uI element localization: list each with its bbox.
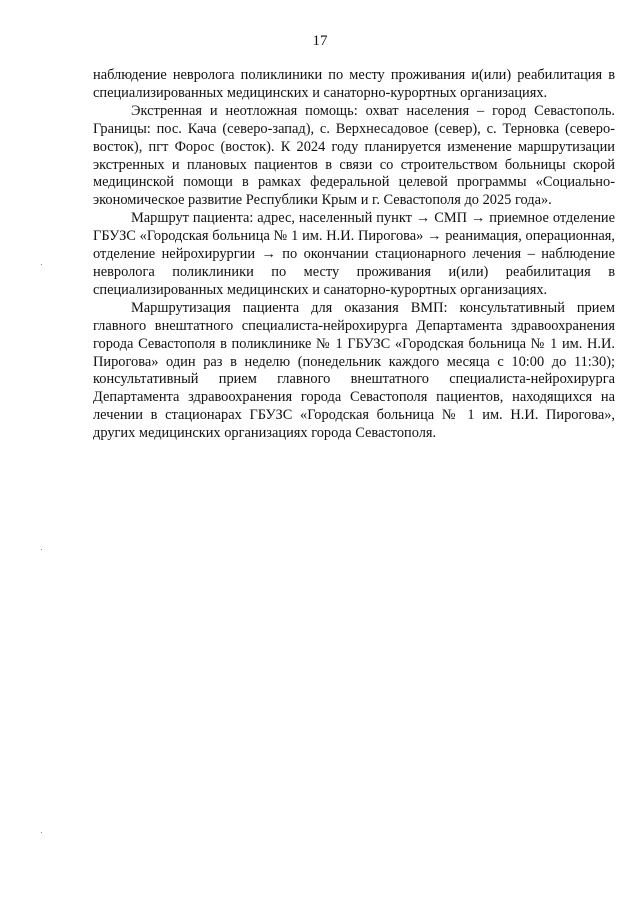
scan-artifact xyxy=(41,549,42,550)
page-number: 17 xyxy=(312,33,328,49)
paragraph-continuation: наблюдение невролога поликлиники по месту проживания и(или) реабилитация в специализированных медицинских и санаторно-курортных организациях. xyxy=(93,67,615,101)
scan-artifact xyxy=(41,264,42,265)
paragraph-patient-route: Маршрут пациента: адрес, населенный пункт → СМП → приемное отделение ГБУЗС «Городская больница № 1 им. Н.И. Пирогова» → реанимация, операционная, отделение нейрохирургии → по окончании стационарного лечения – наблюдение невролога поликлиники по месту проживания и(или) реабилитация в специализированных медицинских и санаторно-курортных организациях. xyxy=(93,210,615,298)
paragraph-emergency-care: Экстренная и неотложная помощь: охват населения – город Севастополь. Границы: пос. Кача (северо-запад), с. Верхнесадовое (север), с. Терновка (северо-восток), пгт Форос (восток). К 2024 году планируется изменение маршрутизации экстренных и плановых пациентов в связи со строительством больницы скорой медицинской помощи в рамках федеральной целевой программы «Социально-экономическое развитие Республики Крым и г. Севастополя до 2025 года». xyxy=(93,102,615,209)
paragraph-hightech-care-routing: Маршрутизация пациента для оказания ВМП: консультативный прием главного внештатного специалиста-нейрохирурга Департамента здравоохранения города Севастополя в поликлинике № 1 ГБУЗС «Городская больница № 1 им. Н.И. Пирогова» один раз в неделю (понедельник каждого месяца с 10:00 до 11:30); консультативный прием главного внештатного специалиста-нейрохирурга Департамента здравоохранения города Севастополя пациентов, находящихся на лечении в стационарах ГБУЗС «Городская больница № 1 им. Н.И. Пирогова», других медицинских организациях города Севастополя. xyxy=(93,299,615,442)
document-body xyxy=(93,67,615,443)
scan-artifact xyxy=(41,832,42,833)
